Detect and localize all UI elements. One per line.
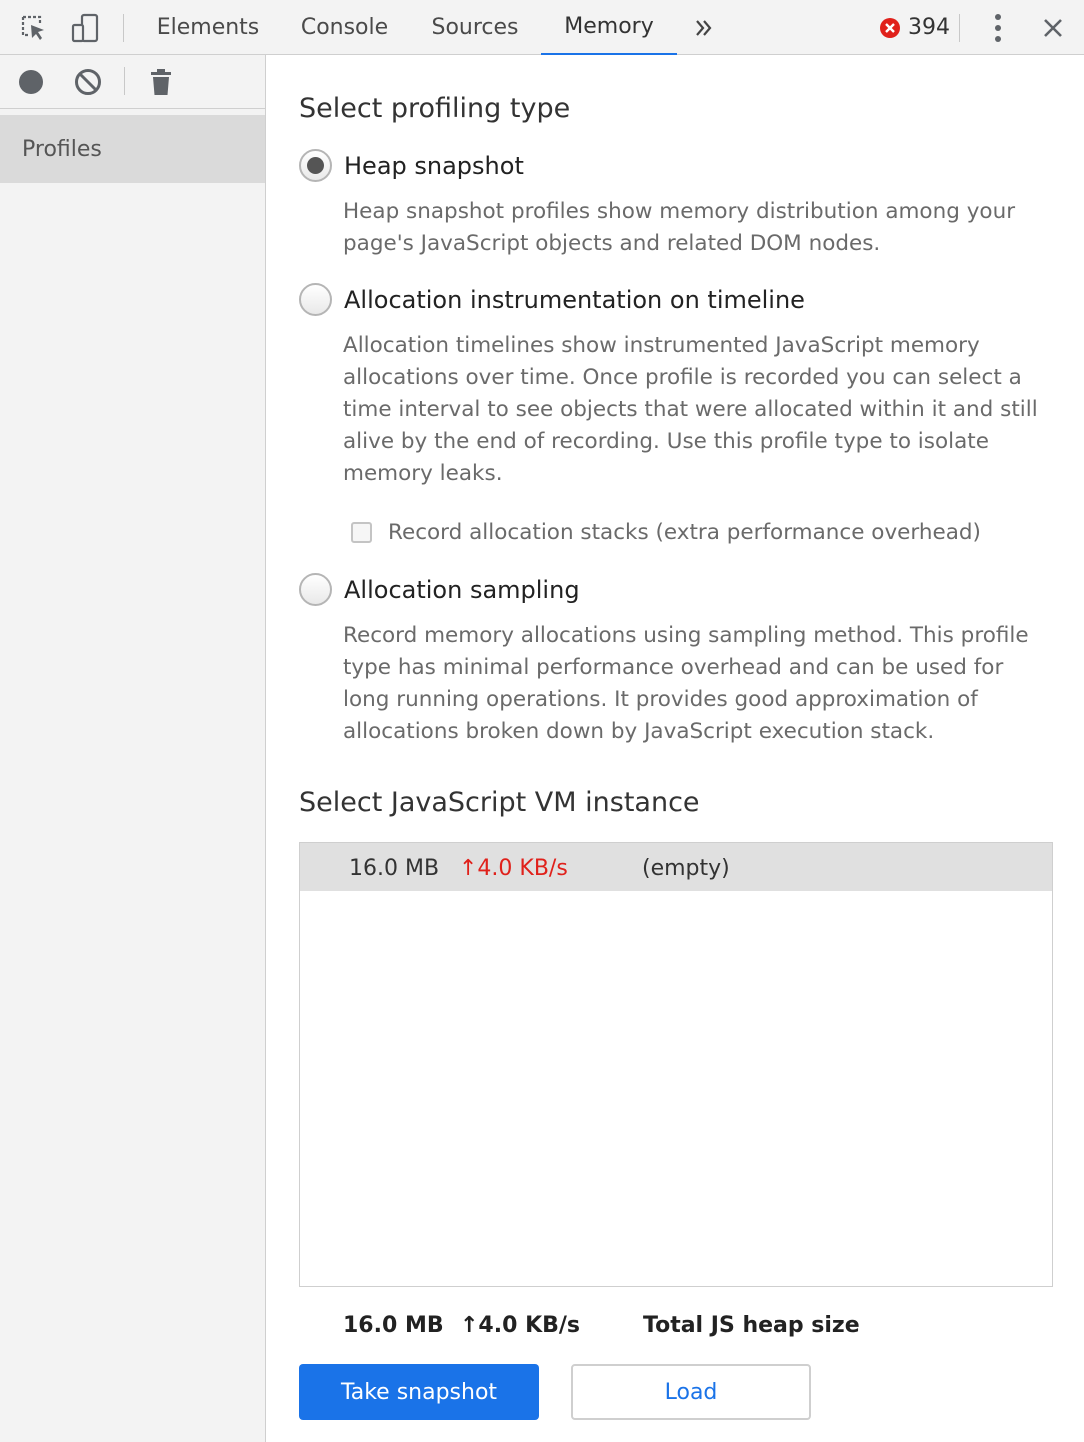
close-icon[interactable] xyxy=(1036,0,1070,55)
allocation-sampling-description: Record memory allocations using sampling method. This profile type has minimal performance overhead and can be used for long running operations. It provides good approximation of allocations broken down by JavaScript execution stack. xyxy=(343,623,1029,744)
clear-all-icon[interactable] xyxy=(70,55,106,109)
allocation-timeline-option[interactable] xyxy=(299,283,805,316)
sidebar-item-label: Profiles xyxy=(22,136,102,162)
heap-snapshot-label[interactable]: Heap snapshot xyxy=(344,151,524,180)
profiling-type-title: Select profiling type xyxy=(299,93,571,124)
total-heap-rate: ↑4.0 KB/s xyxy=(460,1313,581,1338)
trash-icon[interactable] xyxy=(144,55,178,109)
tab-sources[interactable]: Sources xyxy=(431,15,519,40)
vm-instance-list[interactable] xyxy=(299,842,1053,1287)
record-stacks-checkbox[interactable] xyxy=(351,522,372,543)
inspect-element-icon[interactable] xyxy=(14,0,52,55)
vm-heap-rate: ↑4.0 KB/s xyxy=(459,856,568,881)
toolbar-divider xyxy=(124,67,125,95)
devtools-tab-bar xyxy=(0,0,1084,55)
sidebar-toolbar xyxy=(0,55,265,109)
allocation-timeline-description: Allocation timelines show instrumented JavaScript memory allocations over time. Once profile is recorded you can select a time interval to see objects that were allocated within it and still alive by the end of recording. Use this profile type to isolate memory leaks. xyxy=(343,333,1038,486)
memory-panel xyxy=(267,55,1084,1442)
device-toolbar-icon[interactable] xyxy=(66,0,104,55)
toolbar-divider xyxy=(123,14,124,42)
toolbar-divider xyxy=(959,14,960,42)
allocation-sampling-label[interactable]: Allocation sampling xyxy=(344,575,580,604)
vm-instance-row[interactable] xyxy=(300,843,1052,891)
total-heap-label: Total JS heap size xyxy=(643,1313,860,1338)
tab-memory[interactable]: Memory xyxy=(541,0,677,56)
error-count[interactable]: 394 xyxy=(908,15,950,40)
vm-instance-title: Select JavaScript VM instance xyxy=(299,787,700,818)
allocation-timeline-radio[interactable] xyxy=(299,283,332,316)
heap-snapshot-description: Heap snapshot profiles show memory distribution among your page's JavaScript objects and related DOM nodes. xyxy=(343,199,1016,256)
record-stacks-label[interactable]: Record allocation stacks (extra performance overhead) xyxy=(388,520,981,545)
profiles-sidebar xyxy=(0,55,266,1442)
load-button[interactable]: Load xyxy=(571,1364,811,1420)
total-heap-size: 16.0 MB xyxy=(343,1313,444,1338)
take-snapshot-button[interactable]: Take snapshot xyxy=(299,1364,539,1420)
vm-heap-size: 16.0 MB xyxy=(349,856,440,881)
tab-console[interactable]: Console xyxy=(300,15,389,40)
sidebar-item-profiles[interactable] xyxy=(0,115,265,183)
record-stacks-option[interactable] xyxy=(351,520,981,545)
tab-elements[interactable]: Elements xyxy=(156,15,260,40)
heap-snapshot-option[interactable] xyxy=(299,149,524,182)
more-options-icon[interactable] xyxy=(982,0,1014,55)
allocation-sampling-option[interactable] xyxy=(299,573,580,606)
allocation-sampling-radio[interactable] xyxy=(299,573,332,606)
record-icon[interactable] xyxy=(14,55,48,109)
double-chevron-right-icon[interactable] xyxy=(688,0,720,55)
heap-snapshot-radio[interactable] xyxy=(299,149,332,182)
error-icon[interactable] xyxy=(876,0,904,55)
allocation-timeline-label[interactable]: Allocation instrumentation on timeline xyxy=(344,285,805,314)
vm-instance-name: (empty) xyxy=(642,856,730,881)
